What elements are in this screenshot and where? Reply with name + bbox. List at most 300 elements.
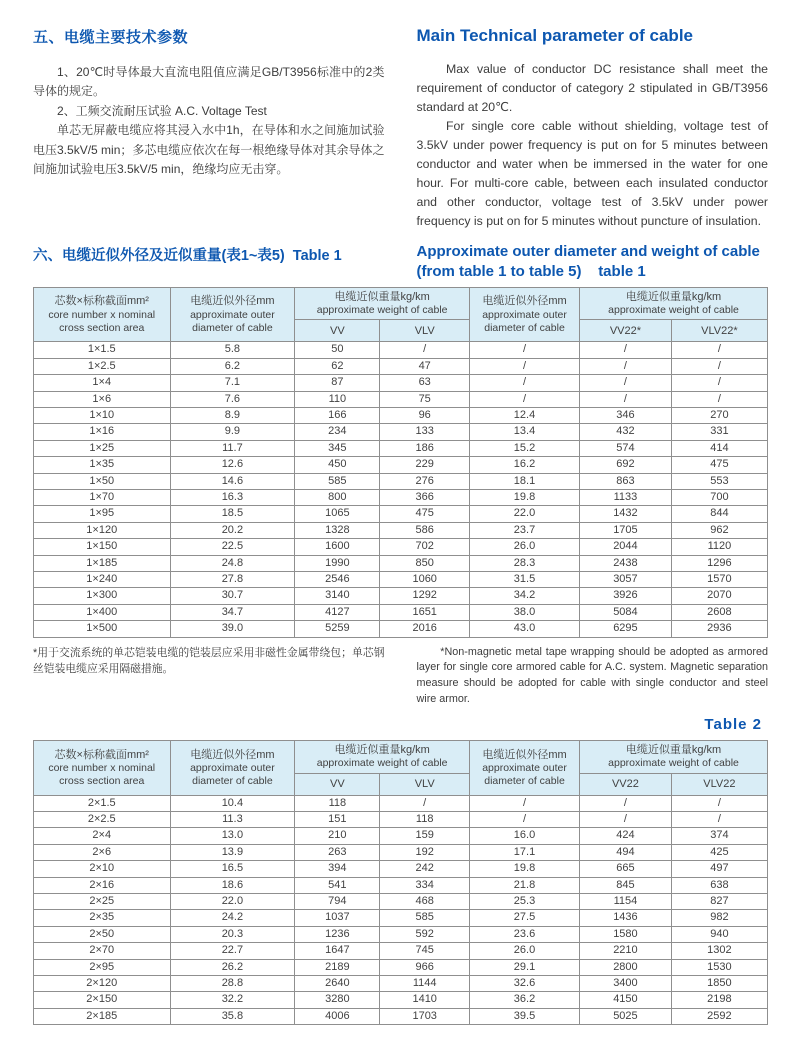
table-cell: 34.7 — [170, 604, 295, 620]
table-cell: 1154 — [580, 894, 672, 910]
table-cell: 22.0 — [469, 506, 579, 522]
table-cell: 1580 — [580, 926, 672, 942]
table-cell: 374 — [671, 828, 767, 844]
table-2-body — [34, 795, 768, 1025]
table-cell: 27.8 — [170, 571, 295, 587]
table-row — [34, 522, 768, 538]
table-cell: / — [469, 795, 579, 811]
table-cell: 414 — [671, 440, 767, 456]
table-2-header — [34, 741, 768, 795]
header-weight-group-2-en: approximate weight of cable — [608, 304, 739, 317]
table-cell: 800 — [295, 489, 380, 505]
subheader-vlv22: VLV22 — [671, 773, 767, 795]
table-cell: 1×400 — [34, 604, 171, 620]
table-cell: 2×25 — [34, 894, 171, 910]
table-cell: 2×50 — [34, 926, 171, 942]
header-weight-group-1 — [295, 287, 470, 319]
footnote-section — [33, 645, 768, 708]
header-outer-diameter-1-en: approximate outer diameter of cable — [190, 308, 275, 334]
table-cell: 4127 — [295, 604, 380, 620]
table-cell: 585 — [295, 473, 380, 489]
table-cell: 39.5 — [469, 1008, 579, 1024]
header-weight-group-2-zh: 电缆近似重量kg/km — [625, 744, 722, 757]
table-cell: 1436 — [580, 910, 672, 926]
table-cell: 592 — [380, 926, 470, 942]
header-outer-diameter-1-zh: 电缆近似外径mm — [190, 748, 275, 761]
table-cell: 133 — [380, 424, 470, 440]
table-cell: 110 — [295, 391, 380, 407]
table-cell: 665 — [580, 861, 672, 877]
table-cell: 574 — [580, 440, 672, 456]
table-row — [34, 342, 768, 358]
table-cell: 1×35 — [34, 457, 171, 473]
table-cell: 1×1.5 — [34, 342, 171, 358]
table-2 — [33, 740, 768, 1025]
table-cell: 432 — [580, 424, 672, 440]
table-cell: 1×50 — [34, 473, 171, 489]
table-cell: 1×6 — [34, 391, 171, 407]
table-cell: 47 — [380, 358, 470, 374]
table-cell: 1703 — [380, 1008, 470, 1024]
table-cell: 2×4 — [34, 828, 171, 844]
table-cell: 2×35 — [34, 910, 171, 926]
table-cell: 2×2.5 — [34, 812, 171, 828]
table-cell: 16.5 — [170, 861, 295, 877]
subheader-vlv22: VLV22* — [671, 320, 767, 342]
header-weight-group-2-zh: 电缆近似重量kg/km — [625, 290, 722, 303]
table-cell: 22.0 — [170, 894, 295, 910]
table-cell: 3926 — [580, 588, 672, 604]
table-cell: 28.3 — [469, 555, 579, 571]
table-cell: 151 — [295, 812, 380, 828]
table-cell: 32.6 — [469, 976, 579, 992]
table-cell: 1×150 — [34, 539, 171, 555]
table-cell: 17.1 — [469, 844, 579, 860]
table-cell: 1×185 — [34, 555, 171, 571]
table-cell: 2608 — [671, 604, 767, 620]
header-weight-group-2-en: approximate weight of cable — [608, 757, 739, 770]
header-core-number — [34, 287, 171, 341]
header-weight-group-1 — [295, 741, 470, 773]
table-cell: / — [580, 812, 672, 828]
table-cell: 12.4 — [469, 407, 579, 423]
table-cell: 2×95 — [34, 959, 171, 975]
table-cell: / — [671, 795, 767, 811]
table-row — [34, 489, 768, 505]
table-cell: 43.0 — [469, 621, 579, 637]
table-cell: 6295 — [580, 621, 672, 637]
table-row — [34, 358, 768, 374]
table-row — [34, 539, 768, 555]
table-cell: 26.2 — [170, 959, 295, 975]
table-cell: 26.0 — [469, 539, 579, 555]
table-cell: 844 — [671, 506, 767, 522]
table-cell: 38.0 — [469, 604, 579, 620]
table-1-body — [34, 342, 768, 637]
table-cell: 962 — [671, 522, 767, 538]
table-cell: 1060 — [380, 571, 470, 587]
table-cell: 745 — [380, 943, 470, 959]
table-cell: 39.0 — [170, 621, 295, 637]
table-row — [34, 812, 768, 828]
table-cell: 424 — [580, 828, 672, 844]
table-cell: 2×70 — [34, 943, 171, 959]
header-core-number-en: core number x nominal cross section area — [48, 308, 156, 334]
table-cell: 1302 — [671, 943, 767, 959]
table-cell: 1530 — [671, 959, 767, 975]
header-outer-diameter-2-en: approximate outer diameter of cable — [482, 761, 567, 788]
table-cell: 13.0 — [170, 828, 295, 844]
header-weight-group-2 — [580, 741, 768, 773]
table-cell: 22.5 — [170, 539, 295, 555]
footnote-zh: *用于交流系统的单芯铠装电缆的铠装层应采用非磁性金属带绕包；单芯钢丝铠装电缆应采用隔磁措施。 — [33, 646, 385, 675]
table-cell: 10.4 — [170, 795, 295, 811]
header-outer-diameter-1-zh: 电缆近似外径mm — [190, 295, 275, 308]
table-cell: 2×150 — [34, 992, 171, 1008]
subheader-vv: VV — [295, 773, 380, 795]
table-cell: 334 — [380, 877, 470, 893]
table-cell: 192 — [380, 844, 470, 860]
table-cell: 8.9 — [170, 407, 295, 423]
header-outer-diameter-2-zh: 电缆近似外径mm — [482, 748, 567, 761]
table-cell: 87 — [295, 375, 380, 391]
table-row — [34, 877, 768, 893]
table-cell: 2×6 — [34, 844, 171, 860]
table-row — [34, 440, 768, 456]
table-cell: 6.2 — [170, 358, 295, 374]
table-cell: / — [580, 358, 672, 374]
table-cell: 1647 — [295, 943, 380, 959]
table-cell: 28.8 — [170, 976, 295, 992]
table-cell: 4150 — [580, 992, 672, 1008]
table-cell: 5025 — [580, 1008, 672, 1024]
table-cell: 1×2.5 — [34, 358, 171, 374]
table-cell: 585 — [380, 910, 470, 926]
table-row — [34, 571, 768, 587]
table-row — [34, 604, 768, 620]
table-cell: 2×10 — [34, 861, 171, 877]
table-cell: / — [580, 795, 672, 811]
header-core-number-zh: 芯数×标称截面mm² — [54, 295, 149, 308]
table-cell: 23.7 — [469, 522, 579, 538]
table-cell: 345 — [295, 440, 380, 456]
table-cell: 20.2 — [170, 522, 295, 538]
table-row — [34, 621, 768, 637]
table-cell: 1296 — [671, 555, 767, 571]
table-cell: 186 — [380, 440, 470, 456]
section-technical-parameters — [33, 26, 768, 236]
header-outer-diameter-2-zh: 电缆近似外径mm — [482, 295, 567, 308]
table-cell: 2936 — [671, 621, 767, 637]
table-cell: 11.7 — [170, 440, 295, 456]
table-cell: 18.5 — [170, 506, 295, 522]
table-cell: 1065 — [295, 506, 380, 522]
table-cell: 16.3 — [170, 489, 295, 505]
table-cell: 50 — [295, 342, 380, 358]
table-row — [34, 795, 768, 811]
table-row — [34, 910, 768, 926]
table-cell: / — [671, 375, 767, 391]
section6-title-en: Approximate outer diameter and weight of cable (from table 1 to table 5) table 1 — [416, 243, 760, 280]
table-cell: 1236 — [295, 926, 380, 942]
table-row — [34, 588, 768, 604]
table-cell: 1990 — [295, 555, 380, 571]
table-row — [34, 424, 768, 440]
table-cell: 966 — [380, 959, 470, 975]
table-cell: 1×95 — [34, 506, 171, 522]
table-cell: / — [671, 812, 767, 828]
table-cell: 14.6 — [170, 473, 295, 489]
subheader-vv: VV — [295, 320, 380, 342]
table-cell: 827 — [671, 894, 767, 910]
table-cell: / — [469, 342, 579, 358]
table-1 — [33, 287, 768, 638]
table-row — [34, 473, 768, 489]
table-cell: 700 — [671, 489, 767, 505]
table-cell: 2070 — [671, 588, 767, 604]
table-cell: 3057 — [580, 571, 672, 587]
table-cell: 20.3 — [170, 926, 295, 942]
header-outer-diameter-2 — [469, 287, 579, 341]
table-cell: 1328 — [295, 522, 380, 538]
table-cell: 62 — [295, 358, 380, 374]
table-cell: 4006 — [295, 1008, 380, 1024]
table-cell: 24.8 — [170, 555, 295, 571]
table-cell: 1120 — [671, 539, 767, 555]
header-outer-diameter-1-en: approximate outer diameter of cable — [190, 761, 275, 788]
table-row — [34, 555, 768, 571]
table-cell: 210 — [295, 828, 380, 844]
header-outer-diameter-1 — [170, 287, 295, 341]
table-cell: 1×240 — [34, 571, 171, 587]
table-cell: / — [469, 391, 579, 407]
table-cell: 2×1.5 — [34, 795, 171, 811]
table-cell: 63 — [380, 375, 470, 391]
table-cell: 692 — [580, 457, 672, 473]
table-cell: 27.5 — [469, 910, 579, 926]
table-cell: 15.2 — [469, 440, 579, 456]
table-cell: 1×120 — [34, 522, 171, 538]
header-outer-diameter-1 — [170, 741, 295, 795]
table-cell: / — [469, 375, 579, 391]
table-2-label: Table 2 — [704, 716, 762, 734]
table-cell: 1×70 — [34, 489, 171, 505]
table-cell: 13.4 — [469, 424, 579, 440]
table-cell: 468 — [380, 894, 470, 910]
table-cell: 702 — [380, 539, 470, 555]
section5-chinese-column — [33, 26, 385, 236]
table-row — [34, 391, 768, 407]
header-core-number — [34, 741, 171, 795]
section5-paragraph-zh-3: 单芯无屏蔽电缆应将其浸入水中1h，在导体和水之间施加试验电压3.5kV/5 min；多芯电缆应依次在每一根绝缘导体对其余导体之间施加试验电压3.5kV/5 min，绝缘均应无击穿。 — [33, 123, 385, 177]
table-cell: 96 — [380, 407, 470, 423]
table-cell: 1600 — [295, 539, 380, 555]
table-cell: 2640 — [295, 976, 380, 992]
table-cell: 2×120 — [34, 976, 171, 992]
table-cell: 940 — [671, 926, 767, 942]
table-cell: 2592 — [671, 1008, 767, 1024]
table-cell: 3140 — [295, 588, 380, 604]
table-cell: 475 — [671, 457, 767, 473]
table-cell: 394 — [295, 861, 380, 877]
table-row — [34, 828, 768, 844]
table-cell: 26.0 — [469, 943, 579, 959]
table-cell: 29.1 — [469, 959, 579, 975]
table-cell: 30.7 — [170, 588, 295, 604]
section5-english-column — [417, 26, 769, 236]
table-cell: 36.2 — [469, 992, 579, 1008]
table-cell: 23.6 — [469, 926, 579, 942]
header-core-number-zh: 芯数×标称截面mm² — [54, 748, 149, 761]
table-cell: 2800 — [580, 959, 672, 975]
table-cell: 1037 — [295, 910, 380, 926]
table-cell: 234 — [295, 424, 380, 440]
table-row — [34, 943, 768, 959]
section-diameter-weight-headings — [33, 242, 768, 282]
table-cell: / — [469, 812, 579, 828]
table-cell: 21.8 — [469, 877, 579, 893]
subheader-vlv: VLV — [380, 773, 470, 795]
table-cell: 276 — [380, 473, 470, 489]
table-row — [34, 375, 768, 391]
subheader-vv22: VV22* — [580, 320, 672, 342]
table-cell: 586 — [380, 522, 470, 538]
table-cell: 1705 — [580, 522, 672, 538]
table-cell: / — [671, 391, 767, 407]
table-cell: 2189 — [295, 959, 380, 975]
table-cell: 346 — [580, 407, 672, 423]
table-cell: 5084 — [580, 604, 672, 620]
table-cell: / — [580, 342, 672, 358]
table-cell: 22.7 — [170, 943, 295, 959]
table-cell: 1570 — [671, 571, 767, 587]
table-cell: 166 — [295, 407, 380, 423]
table-1-header — [34, 287, 768, 341]
table-cell: 497 — [671, 861, 767, 877]
table-cell: 2210 — [580, 943, 672, 959]
header-outer-diameter-2 — [469, 741, 579, 795]
table-cell: / — [671, 358, 767, 374]
table-cell: 2044 — [580, 539, 672, 555]
section5-title-en: Main Technical parameter of cable — [416, 26, 693, 45]
table-row — [34, 861, 768, 877]
table-cell: 229 — [380, 457, 470, 473]
table-cell: 1144 — [380, 976, 470, 992]
table-cell: 638 — [671, 877, 767, 893]
table-cell: 1×10 — [34, 407, 171, 423]
table-cell: 553 — [671, 473, 767, 489]
table-cell: 12.6 — [170, 457, 295, 473]
header-weight-group-1-en: approximate weight of cable — [316, 304, 448, 317]
section5-paragraph-zh-1: 1、20℃时导体最大直流电阻值应满足GB/T3956标准中的2类导体的规定。 — [33, 65, 385, 99]
table-cell: 1×300 — [34, 588, 171, 604]
table-cell: / — [380, 342, 470, 358]
table-cell: 1×25 — [34, 440, 171, 456]
section5-title-zh: 五、电缆主要技术参数 — [33, 29, 189, 46]
table-cell: 263 — [295, 844, 380, 860]
table-row — [34, 844, 768, 860]
table-cell: 982 — [671, 910, 767, 926]
table-cell: 2438 — [580, 555, 672, 571]
table-cell: 270 — [671, 407, 767, 423]
table-row — [34, 926, 768, 942]
table-cell: 845 — [580, 877, 672, 893]
table-cell: 475 — [380, 506, 470, 522]
table-cell: 1432 — [580, 506, 672, 522]
table-cell: 1850 — [671, 976, 767, 992]
table-cell: 11.3 — [170, 812, 295, 828]
table-cell: / — [580, 375, 672, 391]
table-cell: 24.2 — [170, 910, 295, 926]
table-cell: 3280 — [295, 992, 380, 1008]
table-cell: 242 — [380, 861, 470, 877]
table-cell: 13.9 — [170, 844, 295, 860]
table-cell: 2198 — [671, 992, 767, 1008]
table-cell: 19.8 — [469, 489, 579, 505]
section5-paragraph-zh-2: 2、工频交流耐压试验 A.C. Voltage Test — [57, 103, 267, 118]
table-row — [34, 992, 768, 1008]
table-cell: 366 — [380, 489, 470, 505]
table-row — [34, 506, 768, 522]
table-cell: 863 — [580, 473, 672, 489]
table-cell: 541 — [295, 877, 380, 893]
table-row — [34, 457, 768, 473]
table-cell: 1292 — [380, 588, 470, 604]
table-cell: 2×16 — [34, 877, 171, 893]
table-cell: 18.6 — [170, 877, 295, 893]
section5-paragraph-en-2: For single core cable without shielding, voltage test of 3.5kV under power frequency is put on for 5 minutes between conductor and water when be immersed in the water for one hour. For multi-core cable, between each insulated conductor and other conductor, voltage test of 3.5kV under power frequency is put on for 5 minutes without puncture of insulation. — [416, 119, 768, 229]
table-row — [34, 407, 768, 423]
header-weight-group-1-zh: 电缆近似重量kg/km — [334, 744, 430, 757]
subheader-vlv: VLV — [380, 320, 470, 342]
table-cell: 2546 — [295, 571, 380, 587]
table-cell: 1651 — [380, 604, 470, 620]
table-cell: 159 — [380, 828, 470, 844]
table-cell: 3400 — [580, 976, 672, 992]
header-core-number-en: core number x nominal cross section area — [48, 761, 156, 788]
table-cell: 794 — [295, 894, 380, 910]
table-cell: 18.1 — [469, 473, 579, 489]
table-cell: 118 — [295, 795, 380, 811]
table-cell: 35.8 — [170, 1008, 295, 1024]
table-cell: 31.5 — [469, 571, 579, 587]
table-cell: / — [469, 358, 579, 374]
table-cell: 9.9 — [170, 424, 295, 440]
table-cell: 34.2 — [469, 588, 579, 604]
header-weight-group-1-zh: 电缆近似重量kg/km — [334, 290, 430, 303]
table-cell: 16.2 — [469, 457, 579, 473]
table-cell: 32.2 — [170, 992, 295, 1008]
header-outer-diameter-2-en: approximate outer diameter of cable — [482, 308, 567, 334]
section5-paragraph-en-1: Max value of conductor DC resistance shall meet the requirement of conductor of category 2 stipulated in GB/T3956 standard at 20℃. — [416, 62, 768, 115]
table-cell: 5259 — [295, 621, 380, 637]
table-cell: 16.0 — [469, 828, 579, 844]
table-cell: 5.8 — [170, 342, 295, 358]
table-cell: / — [671, 342, 767, 358]
table-header-row — [34, 287, 768, 319]
table-cell: 2016 — [380, 621, 470, 637]
table-cell: 1133 — [580, 489, 672, 505]
table-cell: 1×4 — [34, 375, 171, 391]
table-cell: 19.8 — [469, 861, 579, 877]
table-cell: 850 — [380, 555, 470, 571]
header-weight-group-2 — [580, 287, 768, 319]
footnote-en: *Non-magnetic metal tape wrapping should be adopted as armored layer for single core armored cable for A.C. system. Magnetic separation measure should be adopted for cable with single conductor and steel wire armor. — [416, 645, 768, 705]
header-weight-group-1-en: approximate weight of cable — [316, 757, 448, 770]
table-cell: 331 — [671, 424, 767, 440]
table-cell: 118 — [380, 812, 470, 828]
table-cell: 2×185 — [34, 1008, 171, 1024]
